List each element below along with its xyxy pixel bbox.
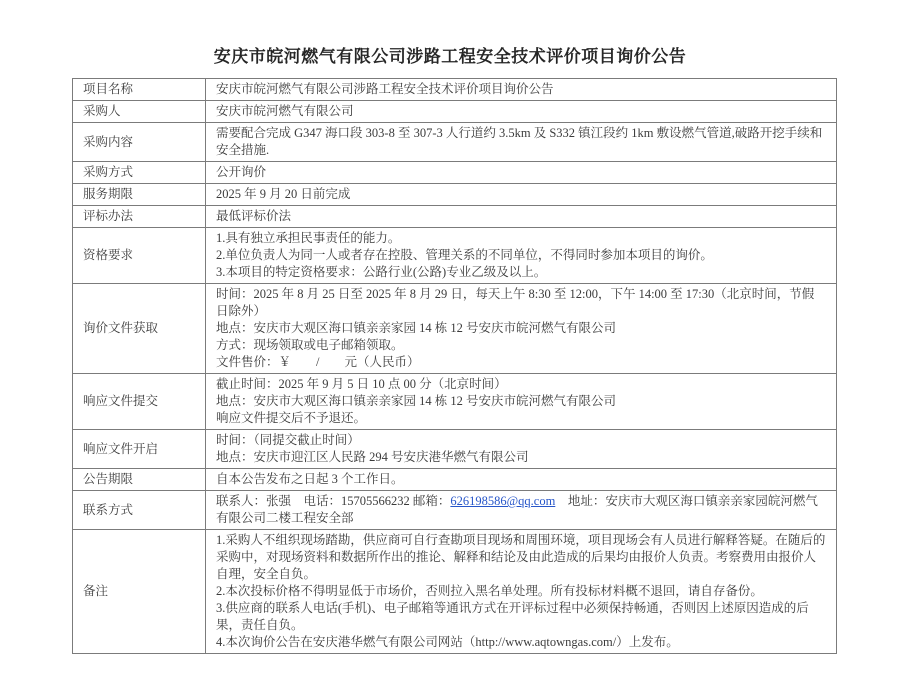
paragraph: 地点：安庆市迎江区人民路 294 号安庆港华燃气有限公司 xyxy=(216,450,529,464)
email-link[interactable]: 626198586@qq.com xyxy=(450,494,556,508)
paragraph: 地点：安庆市大观区海口镇亲亲家园 14 栋 12 号安庆市皖河燃气有限公司 xyxy=(216,394,617,408)
table-row xyxy=(73,206,837,228)
paragraph: 时间：2025 年 8 月 25 日至 2025 年 8 月 29 日，每天上午 8:30 至 12:00，下午 14:00 至 17:30（北京时间，节假日除外） xyxy=(216,287,815,318)
table-row xyxy=(73,469,837,491)
page-title: 安庆市皖河燃气有限公司涉路工程安全技术评价项目询价公告 xyxy=(213,47,687,66)
row-label: 服务期限 xyxy=(73,184,206,206)
paragraph: 响应文件提交后不予退还。 xyxy=(216,411,367,425)
table-row xyxy=(73,184,837,206)
row-label: 评标办法 xyxy=(73,206,206,228)
paragraph: 方式：现场领取或电子邮箱领取。 xyxy=(216,338,404,352)
row-label: 联系方式 xyxy=(73,491,206,530)
table-row xyxy=(73,284,837,374)
paragraph: 安庆市皖河燃气有限公司 xyxy=(216,104,354,118)
table-row xyxy=(73,491,837,530)
paragraph: 3.本项目的特定资格要求：公路行业(公路)专业乙级及以上。 xyxy=(216,265,547,279)
paragraph: 2.单位负责人为同一人或者存在控股、管理关系的不同单位，不得同时参加本项目的询价。 xyxy=(216,248,713,262)
paragraph: 4.本次询价公告在安庆港华燃气有限公司网站（http://www.aqtowngas.com/）上发布。 xyxy=(216,635,679,649)
row-content xyxy=(206,284,837,374)
row-content xyxy=(206,530,837,654)
paragraph: 最低评标价法 xyxy=(216,209,292,223)
row-label: 采购内容 xyxy=(73,123,206,162)
table-row xyxy=(73,79,837,101)
table-row xyxy=(73,530,837,654)
table-row xyxy=(73,123,837,162)
text-segment: 联系人：张强 电话：15705566232 邮箱： xyxy=(216,494,451,508)
paragraph: 时间：（同提交截止时间） xyxy=(216,433,360,447)
row-label: 响应文件提交 xyxy=(73,374,206,430)
row-label: 响应文件开启 xyxy=(73,430,206,469)
paragraph: 需要配合完成 G347 海口段 303-8 至 307-3 人行道约 3.5km 及 S332 镇江段约 1km 敷设燃气管道,破路开挖手续和安全措施. xyxy=(216,126,823,157)
paragraph: 安庆市皖河燃气有限公司涉路工程安全技术评价项目询价公告 xyxy=(216,82,554,96)
paragraph: 截止时间：2025 年 9 月 5 日 10 点 00 分（北京时间） xyxy=(216,377,507,391)
table-row xyxy=(73,430,837,469)
paragraph: 自本公告发布之日起 3 个工作日。 xyxy=(216,472,404,486)
row-content xyxy=(206,162,837,184)
row-content xyxy=(206,228,837,284)
row-content xyxy=(206,430,837,469)
row-label: 项目名称 xyxy=(73,79,206,101)
row-label: 采购人 xyxy=(73,101,206,123)
row-label: 采购方式 xyxy=(73,162,206,184)
row-label: 公告期限 xyxy=(73,469,206,491)
row-content xyxy=(206,79,837,101)
paragraph: 2.本次投标价格不得明显低于市场价，否则拉入黑名单处理。所有投标材料概不退回，请自存备份。 xyxy=(216,584,763,598)
row-label: 备注 xyxy=(73,530,206,654)
text-segment: 地址：安庆市大观区海口镇亲亲家园皖河燃气有限公司二楼工程安全部 xyxy=(216,494,818,525)
row-content xyxy=(206,101,837,123)
paragraph: 公开询价 xyxy=(216,165,267,179)
table-row xyxy=(73,228,837,284)
paragraph: 地点：安庆市大观区海口镇亲亲家园 14 栋 12 号安庆市皖河燃气有限公司 xyxy=(216,321,617,335)
row-content xyxy=(206,184,837,206)
paragraph: 2025 年 9 月 20 日前完成 xyxy=(216,187,351,201)
paragraph xyxy=(216,493,826,527)
paragraph: 1.采购人不组织现场踏勘，供应商可自行查勘项目现场和周围环境，项目现场会有人员进行解释答疑。在随后的采购中，对现场资料和数据所作出的推论、解释和结论及由此造成的后果均由报价人负责。考察费用由报价人自理，安全自负。 xyxy=(216,533,826,581)
row-content xyxy=(206,491,837,530)
announcement-table xyxy=(72,78,837,654)
table-row xyxy=(73,162,837,184)
row-label: 资格要求 xyxy=(73,228,206,284)
table-row xyxy=(73,374,837,430)
row-label: 询价文件获取 xyxy=(73,284,206,374)
row-content xyxy=(206,374,837,430)
table-row xyxy=(73,101,837,123)
paragraph: 文件售价：￥ / 元（人民币） xyxy=(216,355,420,369)
announcement-table-body xyxy=(73,79,837,654)
paragraph: 1.具有独立承担民事责任的能力。 xyxy=(216,231,401,245)
row-content xyxy=(206,469,837,491)
row-content xyxy=(206,123,837,162)
row-content xyxy=(206,206,837,228)
paragraph: 3.供应商的联系人电话(手机)、电子邮箱等通讯方式在开评标过程中必须保持畅通，否则因上述原因造成的后果，责任自负。 xyxy=(216,601,809,632)
